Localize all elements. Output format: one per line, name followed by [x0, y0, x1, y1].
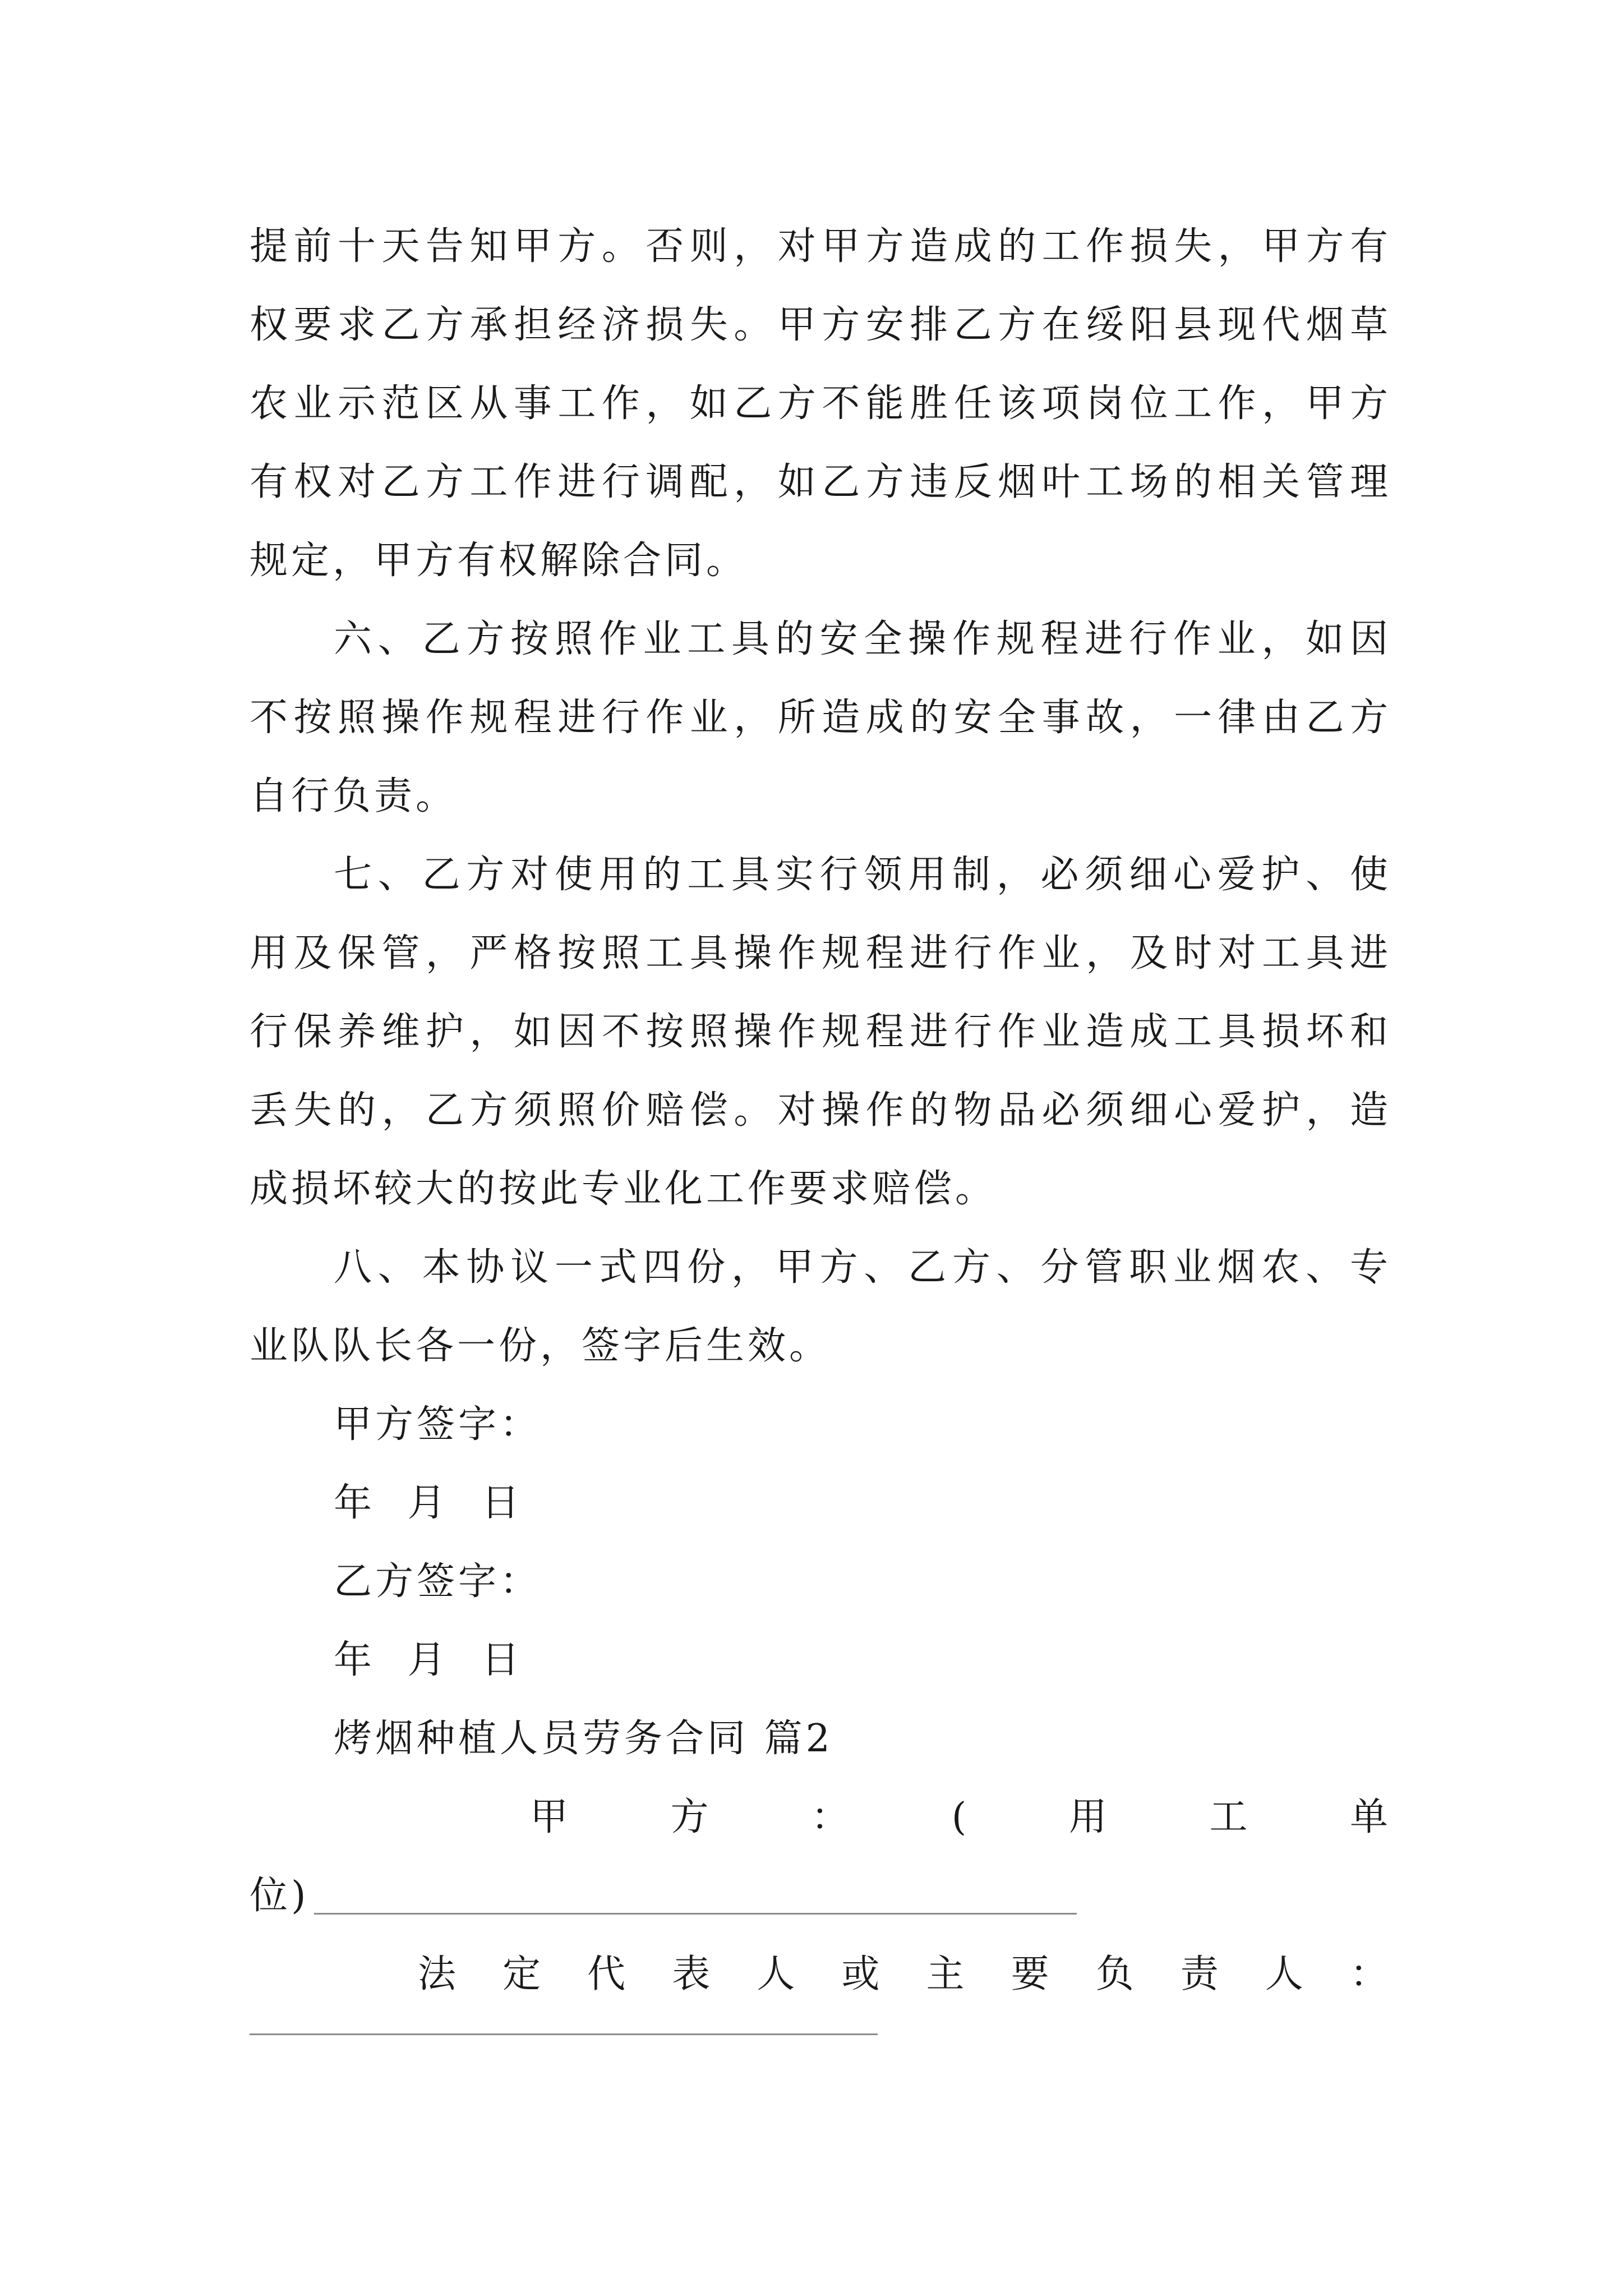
party-b-date-label: 年 月 日: [334, 1638, 523, 1682]
contract-2-title: 烤烟种植人员劳务合同 篇2: [334, 1717, 833, 1761]
clause-6-line-3: 自行负责。: [250, 774, 458, 818]
clause-8-line-1: 八、本协议一式四份，甲方、乙方、分管职业烟农、专: [334, 1245, 1388, 1290]
clause-6-line-2: 不按照操作规程进行作业，所造成的安全事故，一律由乙方: [250, 696, 1388, 740]
clause-8-line-2: 业队队长各一份，签字后生效。: [250, 1324, 831, 1368]
legal-representative-label: 法定代表人或主要负责人：: [418, 1952, 1388, 1996]
clause-7-line-2: 用及保管，严格按照工具操作规程进行作业，及时对工具进: [250, 931, 1388, 976]
paragraph-5-line-2: 权要求乙方承担经济损失。甲方安排乙方在绥阳县现代烟草: [250, 303, 1388, 347]
paragraph-5-line-5: 规定，甲方有权解除合同。: [250, 539, 748, 583]
paragraph-5-line-3: 农业示范区从事工作，如乙方不能胜任该项岗位工作，甲方: [250, 381, 1388, 426]
party-a-label-continued: 位): [250, 1874, 310, 1918]
legal-representative-blank-line: [250, 2033, 878, 2035]
party-a-label: 甲方：(用工单: [530, 1795, 1388, 1839]
clause-6-line-1: 六、乙方按照作业工具的安全操作规程进行作业，如因: [334, 617, 1388, 661]
paragraph-5-line-4: 有权对乙方工作进行调配，如乙方违反烟叶工场的相关管理: [250, 460, 1388, 504]
party-a-date-label: 年 月 日: [334, 1481, 523, 1525]
clause-7-line-1: 七、乙方对使用的工具实行领用制，必须细心爱护、使: [334, 853, 1388, 897]
clause-7-line-5: 成损坏较大的按此专业化工作要求赔偿。: [250, 1167, 997, 1211]
clause-7-line-3: 行保养维护，如因不按照操作规程进行作业造成工具损坏和: [250, 1010, 1388, 1054]
paragraph-5-line-1: 提前十天告知甲方。否则，对甲方造成的工作损失，甲方有: [250, 224, 1388, 269]
party-b-signature-label: 乙方签字：: [334, 1559, 542, 1604]
party-a-blank-line: [314, 1913, 1077, 1915]
clause-7-line-4: 丢失的，乙方须照价赔偿。对操作的物品必须细心爱护，造: [250, 1088, 1388, 1133]
party-a-signature-label: 甲方签字：: [334, 1402, 542, 1447]
